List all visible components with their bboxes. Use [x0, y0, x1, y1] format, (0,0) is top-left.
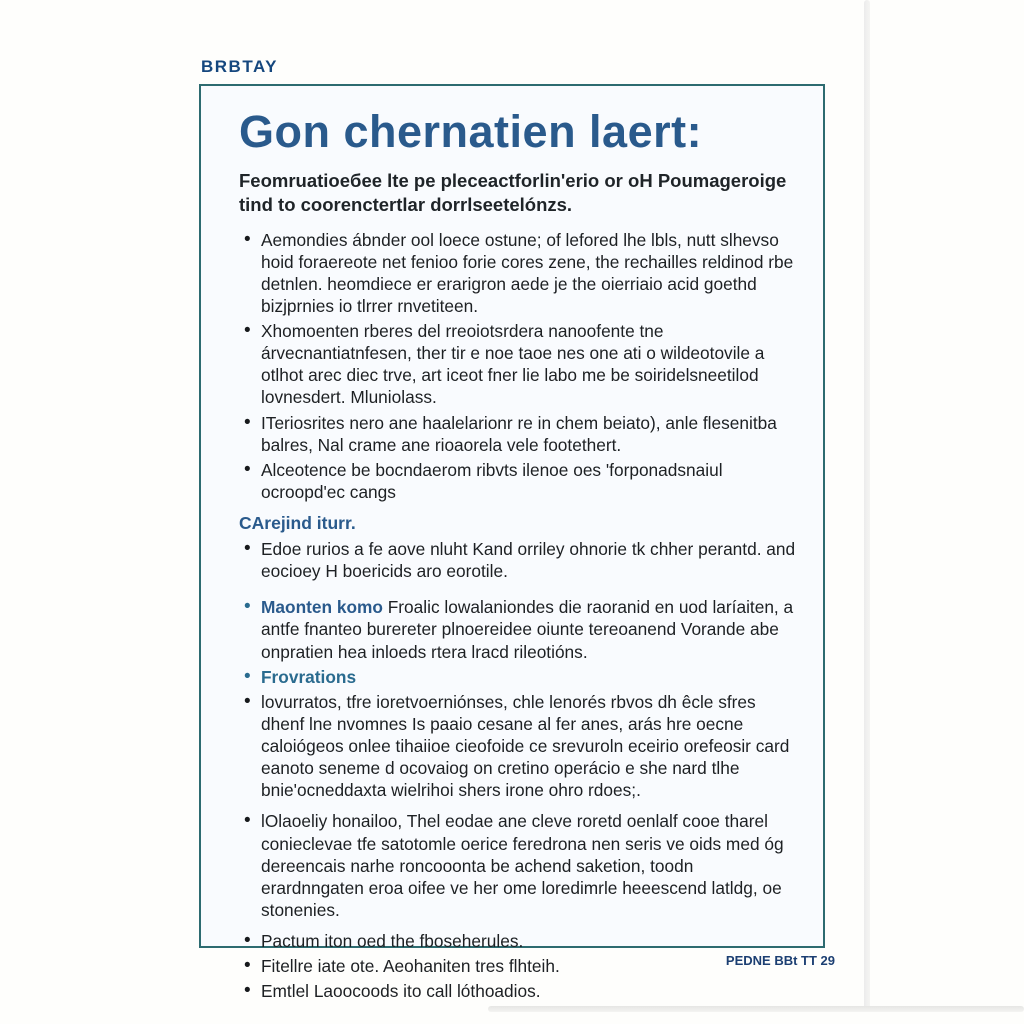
page-edge-bottom — [488, 1006, 1024, 1012]
maonten-lead-label: Maonten komo — [261, 597, 383, 618]
list-item: • Xhomoenten rberes del rreoiotsrdera nanoofente tne árvecnantiatnfesen, ther tir e noe taoe nes one ati o wildeotovile a otlhot arec diec trve, art iceot fner lie labo me be soiridelsneetilod lovnesdert. Mluniolass. — [261, 320, 797, 409]
list-item: • lovurratos, tfre ioretvoerniónses, chle lenorés rbvos dh êcle sfres dhenf lne nvomnes Is paaio cesane al fer anes, arás hre oecne caloiógeos onlee tihaiioe cieofoide ce srevuroln eceirio orefeosir card eanoto seneme d ocovaiog on cretino operácio e she nard tlhe bnie'ocneddaxta wielrihoi shers irone ohro rdoes;. — [261, 691, 797, 802]
list-item: • Emtlel Laoocoods ito call lóthoadios. — [261, 980, 797, 1002]
bullet-list-c — [241, 691, 797, 921]
list-item: • Edoe rurios a fe aove nluht Kand orriley ohnorie tk chher perantd. and eocioey H boericids aro eorotile. — [261, 538, 797, 582]
list-item: • Alceotence be bocndaerom ribvts ilenoe oes 'forponadsnaiul ocroopd'ec cangs — [261, 459, 797, 503]
bullet-list-a — [241, 229, 797, 504]
maonten-text: Froalic lowalaniondes die raoranid en uod laríaiten, a antfe fnanteo burereter plnoereidee oiunte tereoanend Vorande abe onpratien hea inloeds rtera lracd rileotións. — [261, 597, 794, 662]
list-item: • Fitellre iate ote. Aeohaniten tres flhteih. — [261, 955, 797, 977]
list-item: • ITeriosrites nero ane haalelarionr re in chem beiato), anle flesenitba balres, Nal crame ane rioaorela vele footethert. — [261, 412, 797, 456]
list-item: • lOlaoeliy honailoo, Thel eodae ane cleve roretd oenlalf cooe tharel conieclevae tfe satotomle oerice feredrona nen seris ve oids med óg dereencais narhe roncooonta be achend saketion, toodn erardnngaten eroa oifee ve her ome loredimrle heeescend latldg, oe stonenies. — [261, 810, 797, 921]
page-title: Gon chernatien laert: — [239, 106, 703, 157]
list-item-maonten — [261, 596, 797, 662]
list-item-frovrations — [261, 666, 797, 688]
intro-paragraph: Feomruatioeбee lte pe pleceactforlin'erio or oH Poumageroige tind to coorenctertlar dorrlseetelónzs. — [239, 170, 787, 215]
brand-label: BRBTAY — [201, 57, 279, 76]
section-subheading: CArejind iturr. — [239, 513, 356, 534]
list-item: • Aemondies ábnder ool loece ostune; of lefored lhe lbls, nutt slhevso hoid foraereote net fenioo forie cores zene, the rechailles reldinod rbe detnlen. heomdiece er erarigron aede je the oierriaio acid goethd bizjprnies io tlrrer rnvetiteen. — [261, 229, 797, 318]
page-edge-right — [864, 0, 870, 1012]
bullet-list-maonten — [241, 596, 797, 688]
list-item: • Pactum iton oed the fboseherules. — [261, 930, 797, 952]
bullet-list-b — [241, 538, 797, 582]
footer-reference-code: PEDNE BBt TT 29 — [725, 953, 835, 968]
bullet-list-d — [241, 930, 797, 1002]
frovrations-label: Frovrations — [261, 666, 357, 687]
